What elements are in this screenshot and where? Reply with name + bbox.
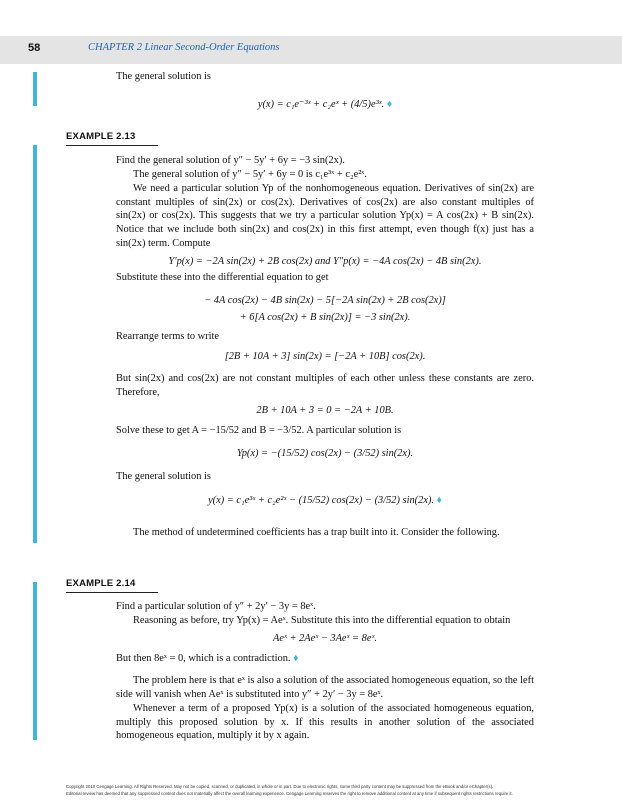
paragraph: Find a particular solution of y″ + 2y′ − 3y = 8eˣ. [116, 601, 316, 612]
paragraph: Solve these to get A = −15/52 and B = −3/52. A particular solution is [116, 425, 402, 436]
equation: y(x) = c₁e³ˣ + c₂e²ˣ − (15/52) cos(2x) − (3/52) sin(2x). ♦ [208, 495, 442, 506]
end-diamond-icon: ♦ [386, 99, 393, 110]
margin-accent-bar [33, 72, 37, 106]
example-heading: EXAMPLE 2.14 [66, 578, 136, 589]
paragraph: Substitute these into the differential equation to get [116, 272, 329, 283]
copyright-line: Copyright 2010 Cengage Learning. All Rights Reserved. May not be copied, scanned, or duplicated, in whole or in part. Due to electronic rights, some third party content may be suppressed from the eBook and/or eChapter(s). [66, 784, 494, 789]
intro-text: The general solution is [116, 71, 211, 82]
equation: + 6[A cos(2x) + B sin(2x)] = −3 sin(2x). [239, 312, 411, 323]
equation: y(x) = c₁e⁻³ˣ + c₂eˣ + (4/5)e³ˣ. ♦ [257, 99, 393, 110]
margin-accent-bar [33, 145, 37, 543]
chapter-title: CHAPTER 2 Linear Second-Order Equations [88, 42, 280, 53]
paragraph: Find the general solution of y″ − 5y′ + 6y = −3 sin(2x). [116, 155, 345, 166]
equation: [2B + 10A + 3] sin(2x) = [−2A + 10B] cos(2x). [224, 351, 426, 362]
heading-underline [66, 592, 158, 593]
paragraph: Rearrange terms to write [116, 331, 219, 342]
equation: 2B + 10A + 3 = 0 = −2A + 10B. [256, 405, 394, 416]
end-diamond-icon: ♦ [293, 653, 299, 664]
margin-accent-bar [33, 582, 37, 740]
copyright-line: Editorial review has deemed that any suppressed content does not materially affect the overall learning experience. Cengage Learning reserves the right to remove additional content at any time if subsequent rights restrictions require it. [66, 791, 513, 796]
paragraph: Reasoning as before, try Yp(x) = Aeˣ. Substitute this into the differential equation to obtain [133, 615, 511, 626]
example-heading: EXAMPLE 2.13 [66, 131, 136, 142]
paragraph: We need a particular solution Yp of the nonhomogeneous equation. Derivatives of sin(2x) are constant multiples of sin(2x) or cos(2x). Derivatives of cos(2x) are also constant multiples of sin(2x) or cos(2x). This suggests that we try a particular solution Yp(x) = A cos(2x) + B sin(2x). Notice that we include both sin(2x) and cos(2x) in this first attempt, even though f(x) just has a sin(2x) term. Compute [116, 183, 534, 249]
paragraph: The method of undetermined coefficients has a trap built into it. Consider the following. [133, 527, 500, 538]
equation: Y′p(x) = −2A sin(2x) + 2B cos(2x) and Y″p(x) = −4A cos(2x) − 4B sin(2x). [168, 256, 482, 267]
page-number: 58 [28, 42, 41, 54]
paragraph: Whenever a term of a proposed Yp(x) is a solution of the associated homogeneous equation, multiply this proposed solution by x. If this results in another solution of the associated homogeneous equation, multiply it by x again. [116, 703, 534, 742]
equation: Yp(x) = −(15/52) cos(2x) − (3/52) sin(2x). [236, 448, 414, 459]
paragraph: The problem here is that eˣ is also a solution of the associated homogeneous equation, so the left side will vanish when Aeˣ is substituted into y″ + 2y′ − 3y = 8eˣ. [116, 675, 534, 700]
heading-underline [66, 145, 158, 146]
equation: − 4A cos(2x) − 4B sin(2x) − 5[−2A sin(2x) + 2B cos(2x)] [204, 295, 446, 306]
paragraph: But sin(2x) and cos(2x) are not constant multiples of each other unless these constants are zero. Therefore, [116, 373, 534, 398]
paragraph: But then 8eˣ = 0, which is a contradiction. ♦ [116, 653, 299, 664]
paragraph: The general solution is [116, 471, 211, 482]
paragraph: The general solution of y″ − 5y′ + 6y = 0 is c₁e³ˣ + c₂e²ˣ. [133, 169, 367, 180]
end-diamond-icon: ♦ [436, 495, 442, 506]
equation: Aeˣ + 2Aeˣ − 3Aeˣ = 8eˣ. [272, 633, 378, 644]
